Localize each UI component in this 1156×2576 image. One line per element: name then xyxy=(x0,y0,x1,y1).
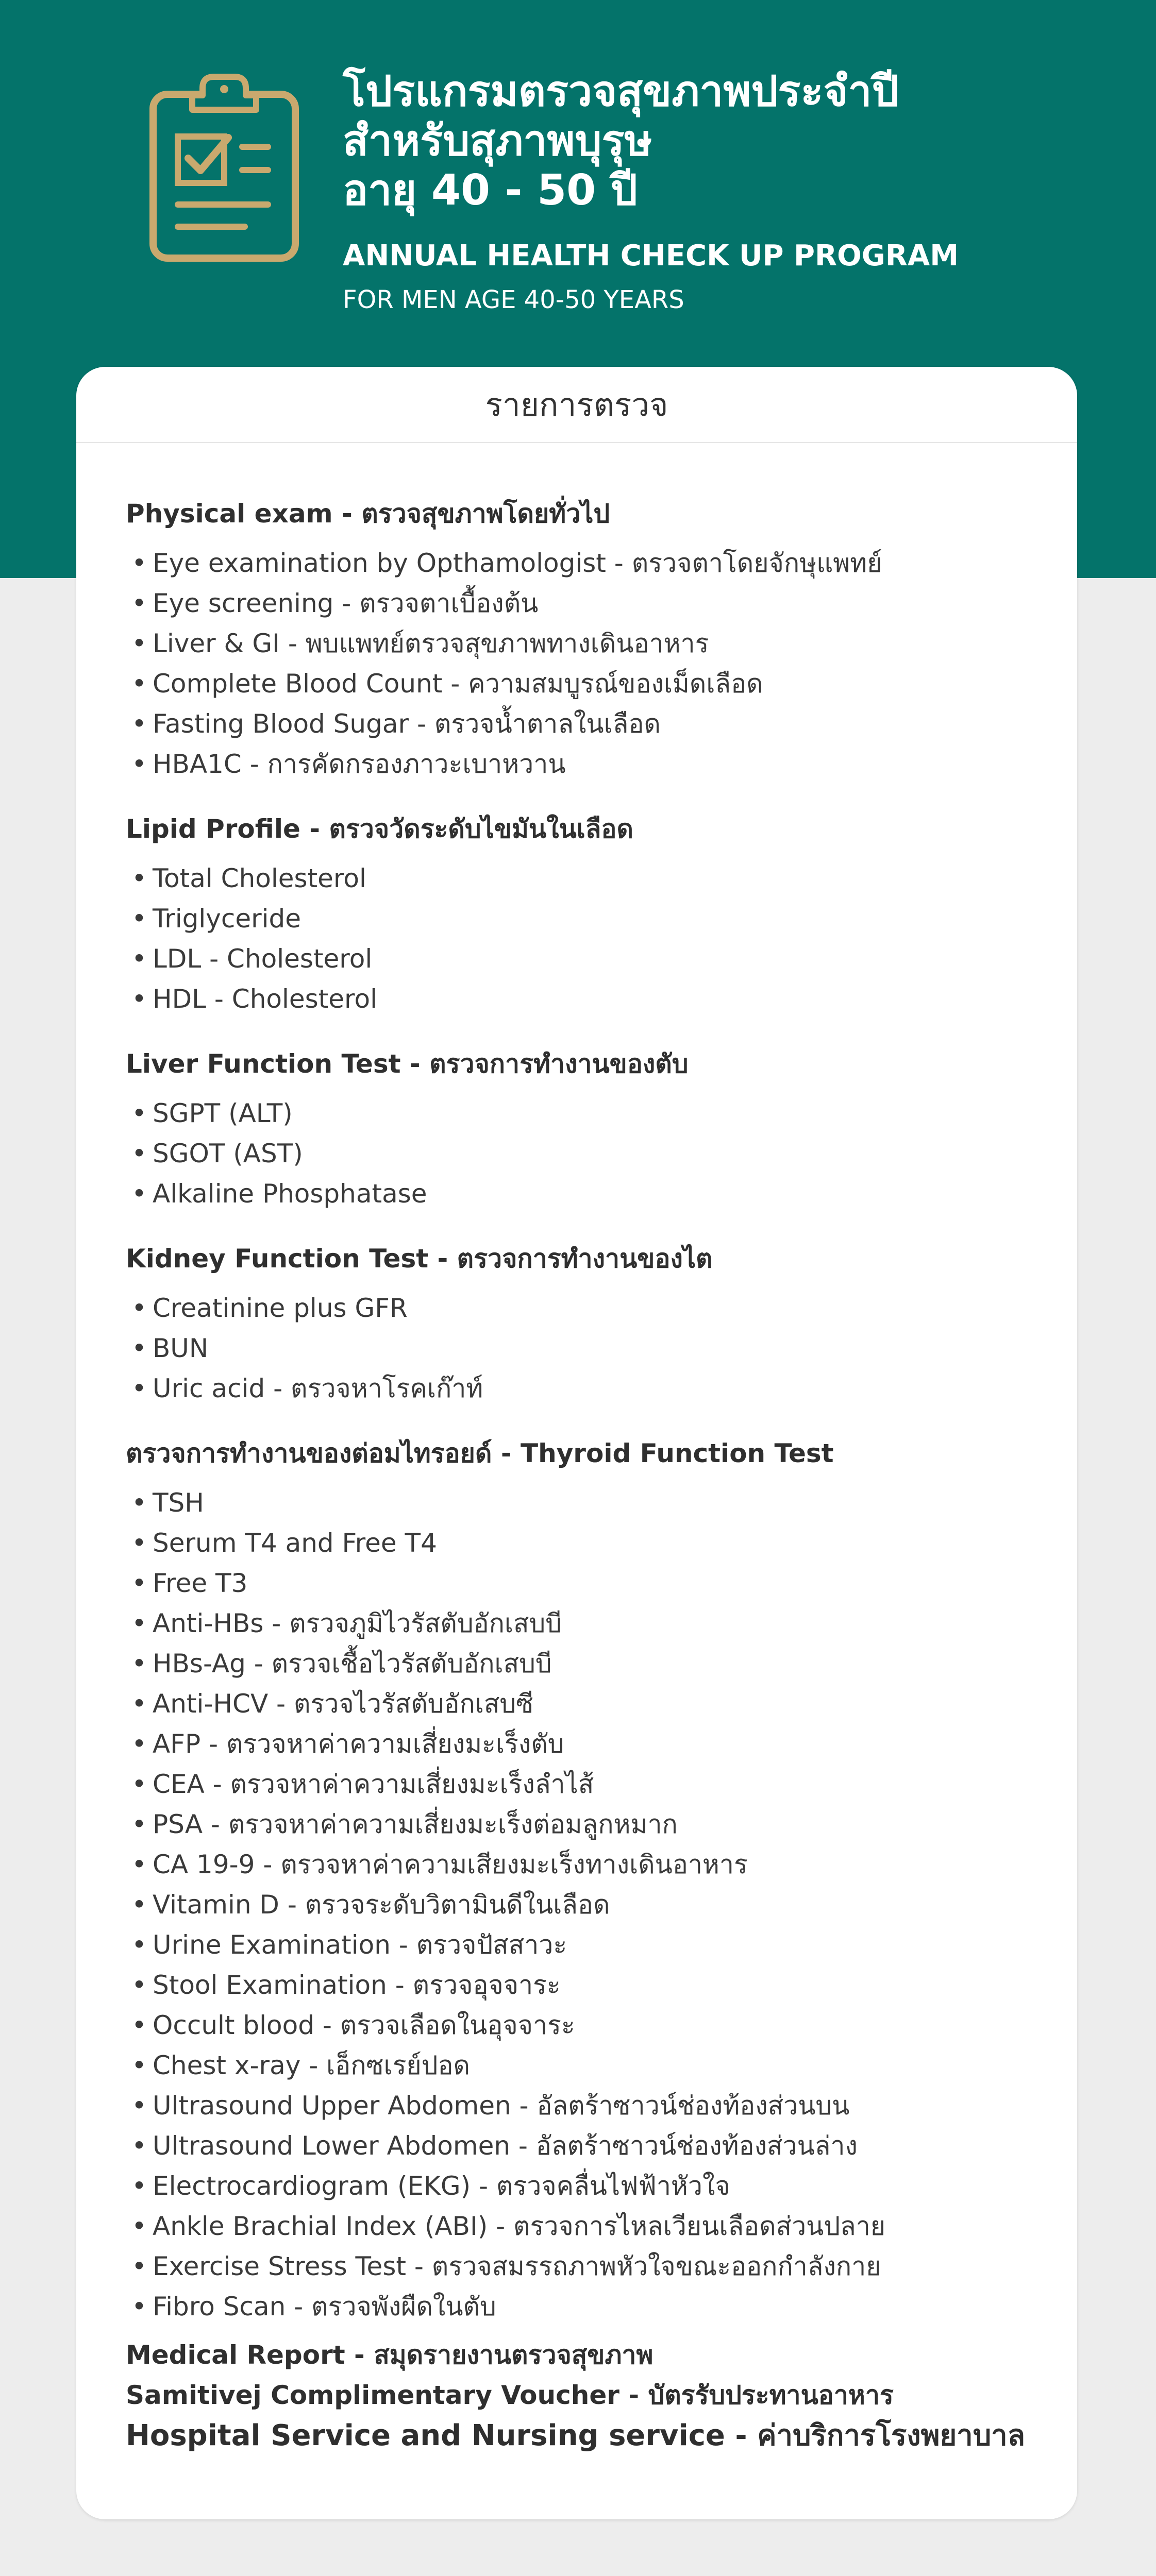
checkup-section xyxy=(126,1241,1043,1409)
title-th-line-2: สำหรับสุภาพบุรุษ xyxy=(343,116,652,165)
section-heading: Physical exam - ตรวจสุขภาพโดยทั่วไป xyxy=(126,499,610,529)
checkup-item: • BUN xyxy=(126,1328,1043,1368)
checkup-item: • Total Cholesterol xyxy=(126,858,1043,899)
checkup-item: • Occult blood - ตรวจเลือดในอุจจาระ xyxy=(126,2005,1043,2045)
card-title: รายการตรวจ xyxy=(76,367,1077,443)
checkup-item: • Chest x-ray - เอ็กซเรย์ปอด xyxy=(126,2045,1043,2086)
checkup-item: • TSH xyxy=(126,1483,1043,1523)
checkup-item: • Alkaline Phosphatase xyxy=(126,1174,1043,1214)
checkup-item: • PSA - ตรวจหาค่าความเสี่ยงมะเร็งต่อมลูกหมาก xyxy=(126,1804,1043,1844)
checkup-item: • Electrocardiogram (EKG) - ตรวจคลื่นไฟฟ้าหัวใจ xyxy=(126,2166,1043,2206)
checkup-item: • SGPT (ALT) xyxy=(126,1093,1043,1133)
title-th-line-3: อายุ 40 - 50 ปี xyxy=(343,166,638,215)
checkup-item: • Creatinine plus GFR xyxy=(126,1288,1043,1328)
service-note: Medical Report - สมุดรายงานตรวจสุขภาพ xyxy=(126,2340,654,2370)
checkup-item: • Eye screening - ตรวจตาเบื้องต้น xyxy=(126,583,1043,623)
checkup-item: • LDL - Cholesterol xyxy=(126,939,1043,979)
checkup-item: • SGOT (AST) xyxy=(126,1133,1043,1174)
included-services xyxy=(126,2335,1043,2456)
checkup-item: • Uric acid - ตรวจหาโรคเก๊าท์ xyxy=(126,1368,1043,1409)
checkup-item: • CA 19-9 - ตรวจหาค่าความเสียงมะเร็งทางเดินอาหาร xyxy=(126,1844,1043,1885)
checkup-item: • Stool Examination - ตรวจอุจจาระ xyxy=(126,1965,1043,2005)
checkup-section xyxy=(126,811,1043,1019)
subtitle-en: FOR MEN AGE 40-50 YEARS xyxy=(343,285,684,314)
section-heading: Liver Function Test - ตรวจการทำงานของตับ xyxy=(126,1049,689,1079)
checkup-item: • HBs-Ag - ตรวจเชื้อไวรัสตับอักเสบบี xyxy=(126,1643,1043,1684)
checkup-item: • Serum T4 and Free T4 xyxy=(126,1523,1043,1563)
section-heading: ตรวจการทำงานของต่อมไทรอยด์ - Thyroid Function Test xyxy=(126,1438,834,1468)
section-heading: Lipid Profile - ตรวจวัดระดับไขมันในเลือด xyxy=(126,814,633,844)
checkup-item: • Eye examination by Opthamologist - ตรวจตาโดยจักษุแพทย์ xyxy=(126,543,1043,583)
checkup-item: • Ankle Brachial Index (ABI) - ตรวจการไหลเวียนเลือดส่วนปลาย xyxy=(126,2206,1043,2246)
checkup-section xyxy=(126,1435,1043,2327)
checkup-sections xyxy=(126,496,1043,2353)
checkup-item: • Exercise Stress Test - ตรวจสมรรถภาพหัวใจขณะออกกำลังกาย xyxy=(126,2246,1043,2286)
checkup-item: • Ultrasound Upper Abdomen - อัลตร้าซาวน์ช่องท้องส่วนบน xyxy=(126,2086,1043,2126)
header-text xyxy=(343,67,959,316)
checkup-section xyxy=(126,1046,1043,1214)
service-note: Samitivej Complimentary Voucher - บัตรรับประทานอาหาร xyxy=(126,2380,894,2410)
checkup-item: • Free T3 xyxy=(126,1563,1043,1603)
checkup-item: • Fibro Scan - ตรวจพังผืดในตับ xyxy=(126,2286,1043,2327)
checkup-item: • Ultrasound Lower Abdomen - อัลตร้าซาวน์ช่องท้องส่วนล่าง xyxy=(126,2126,1043,2166)
checkup-item: • Vitamin D - ตรวจระดับวิตามินดีในเลือด xyxy=(126,1885,1043,1925)
clipboard-check-icon xyxy=(147,70,301,265)
title-en: ANNUAL HEALTH CHECK UP PROGRAM xyxy=(343,239,959,273)
checkup-item: • AFP - ตรวจหาค่าความเสี่ยงมะเร็งตับ xyxy=(126,1724,1043,1764)
service-note: Hospital Service and Nursing service - ค่าบริการโรงพยาบาล xyxy=(126,2419,1026,2452)
checkup-item: • Anti-HBs - ตรวจภูมิไวรัสตับอักเสบบี xyxy=(126,1603,1043,1643)
checkup-item: • HDL - Cholesterol xyxy=(126,979,1043,1019)
checkup-item: • Fasting Blood Sugar - ตรวจน้ำตาลในเลือด xyxy=(126,704,1043,744)
checkup-section xyxy=(126,496,1043,784)
checkup-item: • Anti-HCV - ตรวจไวรัสตับอักเสบซี xyxy=(126,1684,1043,1724)
checkup-item: • CEA - ตรวจหาค่าความเสี่ยงมะเร็งลำไส้ xyxy=(126,1764,1043,1804)
checkup-item: • Complete Blood Count - ความสมบูรณ์ของเม็ดเลือด xyxy=(126,664,1043,704)
checkup-item: • Urine Examination - ตรวจปัสสาวะ xyxy=(126,1925,1043,1965)
section-heading: Kidney Function Test - ตรวจการทำงานของไต xyxy=(126,1244,713,1274)
checkup-item: • Liver & GI - พบแพทย์ตรวจสุขภาพทางเดินอาหาร xyxy=(126,623,1043,664)
checkup-item: • HBA1C - การคัดกรองภาวะเบาหวาน xyxy=(126,744,1043,784)
checkup-list-card xyxy=(76,367,1077,2519)
checkup-item: • Triglyceride xyxy=(126,899,1043,939)
title-th-line-1: โปรแกรมตรวจสุขภาพประจำปี xyxy=(343,67,899,116)
